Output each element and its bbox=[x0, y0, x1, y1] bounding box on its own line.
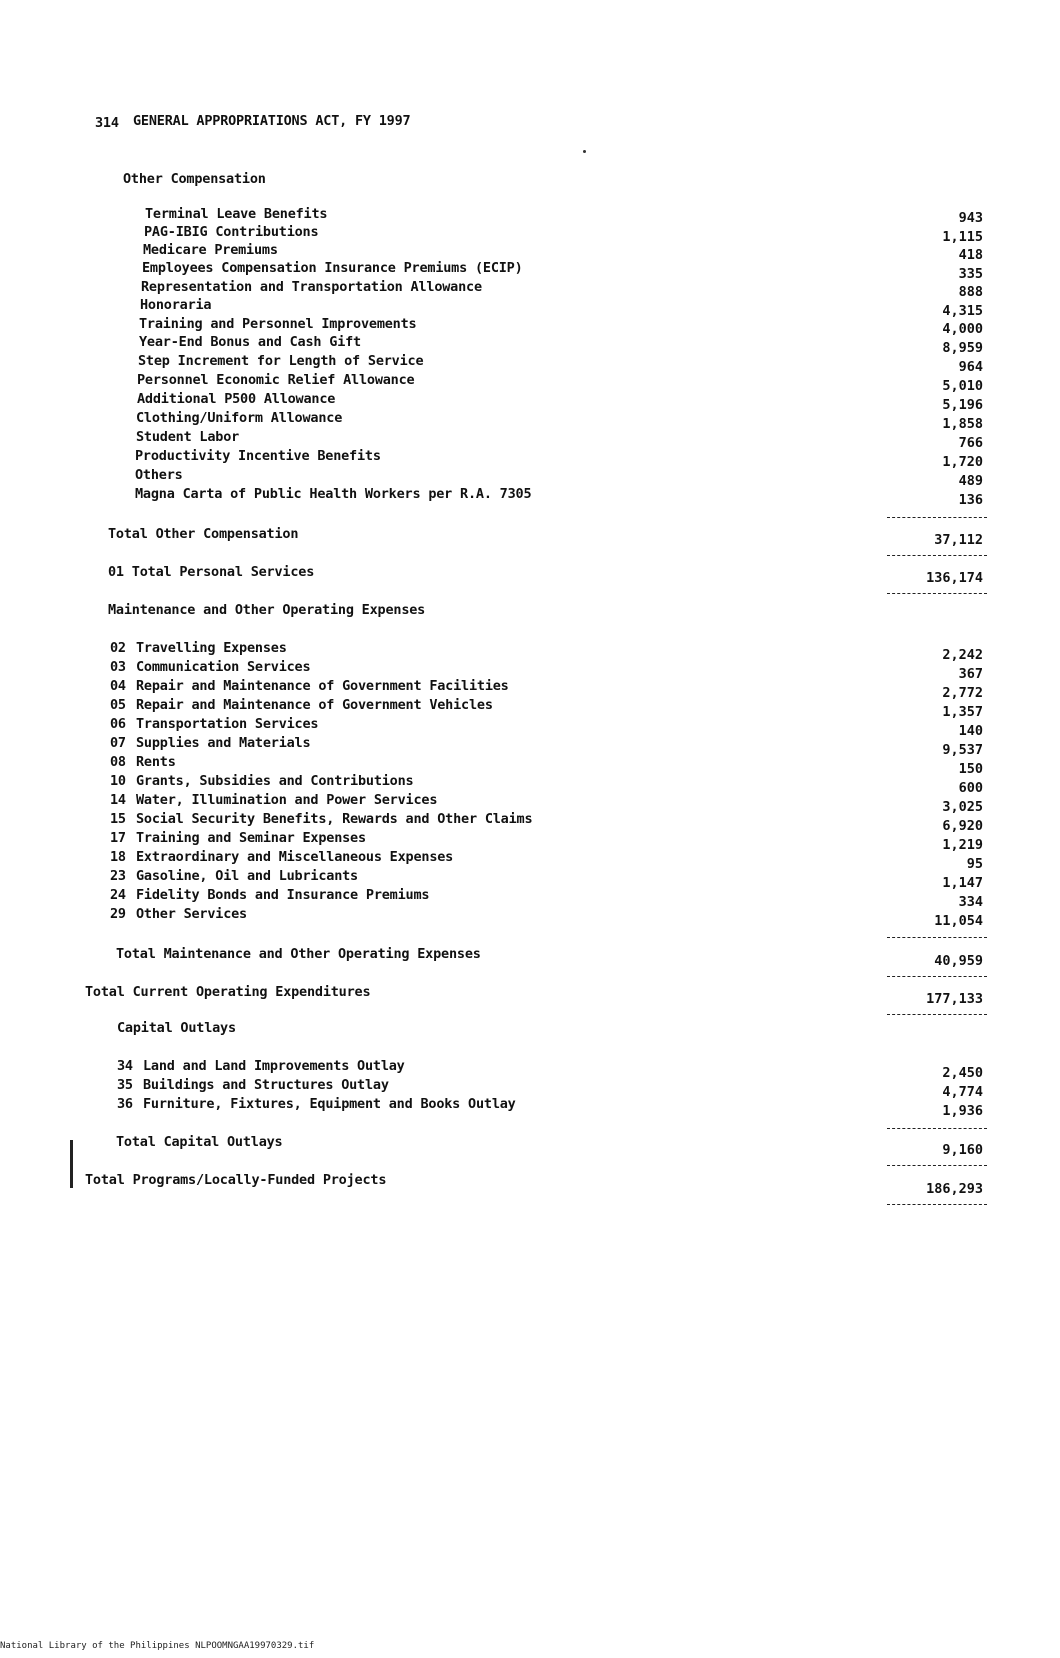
list-item-label: Repair and Maintenance of Government Vehicles bbox=[136, 697, 493, 713]
object-code: 04 bbox=[110, 678, 126, 694]
object-code: 17 bbox=[110, 830, 126, 846]
rule-line bbox=[887, 555, 987, 556]
grand-total-amount: 186,293 bbox=[926, 1181, 983, 1197]
total-capital-outlays-label: Total Capital Outlays bbox=[116, 1134, 283, 1150]
list-item-amount: 136 bbox=[958, 492, 983, 508]
list-item-label: Student Labor bbox=[136, 429, 240, 445]
list-item-amount: 600 bbox=[958, 780, 983, 796]
list-item bbox=[110, 659, 310, 675]
list-item bbox=[110, 678, 509, 694]
list-item-label: Productivity Incentive Benefits bbox=[135, 448, 381, 464]
scan-mark bbox=[70, 1140, 73, 1188]
footer-source-line: National Library of the Philippines NLPOOMNGAA19970329.tif bbox=[0, 1641, 315, 1651]
list-item-amount: 2,772 bbox=[942, 685, 983, 701]
list-item-label: Clothing/Uniform Allowance bbox=[136, 410, 343, 426]
rule-line bbox=[887, 1014, 987, 1015]
object-code: 07 bbox=[110, 735, 126, 751]
list-item bbox=[110, 849, 453, 865]
list-item-label: Communication Services bbox=[136, 659, 311, 675]
list-item-label: Land and Land Improvements Outlay bbox=[143, 1058, 405, 1074]
total-mooe-amount: 40,959 bbox=[934, 953, 983, 969]
list-item-amount: 4,000 bbox=[942, 321, 983, 337]
list-item bbox=[110, 640, 287, 656]
rule-line bbox=[887, 1165, 987, 1166]
list-item-label: Rents bbox=[136, 754, 176, 770]
list-item bbox=[110, 811, 532, 827]
total-mooe-label: Total Maintenance and Other Operating Expenses bbox=[116, 946, 481, 962]
list-item-amount: 489 bbox=[958, 473, 983, 489]
list-item-label: Extraordinary and Miscellaneous Expenses bbox=[136, 849, 454, 865]
list-item-label: Travelling Expenses bbox=[136, 640, 287, 656]
list-item bbox=[117, 1096, 516, 1112]
list-item bbox=[110, 906, 247, 922]
list-item-label: Training and Personnel Improvements bbox=[139, 316, 417, 332]
list-item-amount: 335 bbox=[958, 266, 983, 282]
list-item-amount: 4,774 bbox=[942, 1084, 983, 1100]
rule-line bbox=[887, 593, 987, 594]
list-item-amount: 6,920 bbox=[942, 818, 983, 834]
list-item-label: Water, Illumination and Power Services bbox=[136, 792, 438, 808]
list-item-label: Training and Seminar Expenses bbox=[136, 830, 366, 846]
total-current-operating-label: Total Current Operating Expenditures bbox=[85, 984, 371, 1000]
list-item-amount: 964 bbox=[958, 359, 983, 375]
list-item-amount: 5,196 bbox=[942, 397, 983, 413]
list-item-label: Terminal Leave Benefits bbox=[145, 206, 328, 222]
object-code: 14 bbox=[110, 792, 126, 808]
list-item-amount: 95 bbox=[966, 856, 983, 872]
object-code: 05 bbox=[110, 697, 126, 713]
list-item bbox=[110, 716, 318, 732]
object-code: 23 bbox=[110, 868, 126, 884]
list-item-amount: 8,959 bbox=[942, 340, 983, 356]
list-item-amount: 418 bbox=[958, 247, 983, 263]
rule-line bbox=[887, 517, 987, 518]
total-other-compensation-label: Total Other Compensation bbox=[108, 526, 299, 542]
list-item-amount: 943 bbox=[958, 210, 983, 226]
list-item-amount: 11,054 bbox=[934, 913, 983, 929]
page-number: 314 bbox=[95, 115, 119, 131]
list-item-label: Employees Compensation Insurance Premiums (ECIP) bbox=[142, 260, 523, 276]
list-item-label: Gasoline, Oil and Lubricants bbox=[136, 868, 358, 884]
object-code: 29 bbox=[110, 906, 126, 922]
list-item-label: Year-End Bonus and Cash Gift bbox=[139, 334, 361, 350]
object-code: 34 bbox=[117, 1058, 133, 1074]
object-code: 35 bbox=[117, 1077, 133, 1093]
list-item-amount: 2,242 bbox=[942, 647, 983, 663]
list-item-label: Fidelity Bonds and Insurance Premiums bbox=[136, 887, 430, 903]
list-item-amount: 140 bbox=[958, 723, 983, 739]
page-header-title: GENERAL APPROPRIATIONS ACT, FY 1997 bbox=[133, 113, 411, 129]
list-item bbox=[110, 830, 366, 846]
list-item-label: Repair and Maintenance of Government Facilities bbox=[136, 678, 509, 694]
list-item-amount: 1,357 bbox=[942, 704, 983, 720]
list-item-amount: 150 bbox=[958, 761, 983, 777]
list-item-amount: 1,115 bbox=[942, 229, 983, 245]
list-item-label: Honoraria bbox=[140, 297, 212, 313]
object-code: 02 bbox=[110, 640, 126, 656]
scan-speck bbox=[583, 150, 586, 153]
list-item bbox=[110, 792, 437, 808]
list-item-amount: 1,720 bbox=[942, 454, 983, 470]
list-item-amount: 334 bbox=[958, 894, 983, 910]
object-code: 10 bbox=[110, 773, 126, 789]
total-other-compensation-amount: 37,112 bbox=[934, 532, 983, 548]
rule-line bbox=[887, 937, 987, 938]
list-item-amount: 2,450 bbox=[942, 1065, 983, 1081]
list-item-amount: 9,537 bbox=[942, 742, 983, 758]
list-item-label: Buildings and Structures Outlay bbox=[143, 1077, 389, 1093]
list-item-label: Additional P500 Allowance bbox=[137, 391, 336, 407]
object-code: 03 bbox=[110, 659, 126, 675]
object-code: 24 bbox=[110, 887, 126, 903]
list-item bbox=[110, 754, 176, 770]
list-item bbox=[110, 773, 413, 789]
total-capital-outlays-amount: 9,160 bbox=[942, 1142, 983, 1158]
list-item-amount: 5,010 bbox=[942, 378, 983, 394]
list-item bbox=[110, 887, 429, 903]
list-item bbox=[110, 697, 493, 713]
list-item-amount: 1,219 bbox=[942, 837, 983, 853]
list-item-amount: 1,858 bbox=[942, 416, 983, 432]
list-item-label: PAG-IBIG Contributions bbox=[144, 224, 319, 240]
list-item-label: Personnel Economic Relief Allowance bbox=[137, 372, 415, 388]
list-item-label: Step Increment for Length of Service bbox=[138, 353, 424, 369]
section-heading-other-compensation: Other Compensation bbox=[123, 171, 266, 187]
list-item-label: Supplies and Materials bbox=[136, 735, 311, 751]
list-item-amount: 766 bbox=[958, 435, 983, 451]
object-code: 36 bbox=[117, 1096, 133, 1112]
list-item-amount: 367 bbox=[958, 666, 983, 682]
section-heading-mooe: Maintenance and Other Operating Expenses bbox=[108, 602, 426, 618]
rule-line bbox=[887, 1204, 987, 1205]
list-item-amount: 1,147 bbox=[942, 875, 983, 891]
list-item-amount: 3,025 bbox=[942, 799, 983, 815]
list-item-label: Others bbox=[135, 467, 183, 483]
list-item bbox=[117, 1077, 389, 1093]
object-code: 15 bbox=[110, 811, 126, 827]
total-current-operating-amount: 177,133 bbox=[926, 991, 983, 1007]
grand-total-label: Total Programs/Locally-Funded Projects bbox=[85, 1172, 387, 1188]
list-item-label: Other Services bbox=[136, 906, 247, 922]
total-personal-services-label: 01 Total Personal Services bbox=[108, 564, 315, 580]
list-item bbox=[110, 868, 358, 884]
list-item bbox=[117, 1058, 405, 1074]
section-heading-capital-outlays: Capital Outlays bbox=[117, 1020, 236, 1036]
list-item-amount: 1,936 bbox=[942, 1103, 983, 1119]
rule-line bbox=[887, 976, 987, 977]
list-item-label: Grants, Subsidies and Contributions bbox=[136, 773, 414, 789]
list-item-label: Social Security Benefits, Rewards and Other Claims bbox=[136, 811, 533, 827]
object-code: 18 bbox=[110, 849, 126, 865]
total-personal-services-amount: 136,174 bbox=[926, 570, 983, 586]
list-item-amount: 4,315 bbox=[942, 303, 983, 319]
list-item-label: Magna Carta of Public Health Workers per R.A. 7305 bbox=[135, 486, 532, 502]
list-item-label: Transportation Services bbox=[136, 716, 319, 732]
list-item-label: Representation and Transportation Allowance bbox=[141, 279, 482, 295]
list-item-amount: 888 bbox=[958, 284, 983, 300]
rule-line bbox=[887, 1128, 987, 1129]
list-item-label: Medicare Premiums bbox=[143, 242, 278, 258]
list-item bbox=[110, 735, 310, 751]
object-code: 08 bbox=[110, 754, 126, 770]
list-item-label: Furniture, Fixtures, Equipment and Books Outlay bbox=[143, 1096, 516, 1112]
object-code: 06 bbox=[110, 716, 126, 732]
